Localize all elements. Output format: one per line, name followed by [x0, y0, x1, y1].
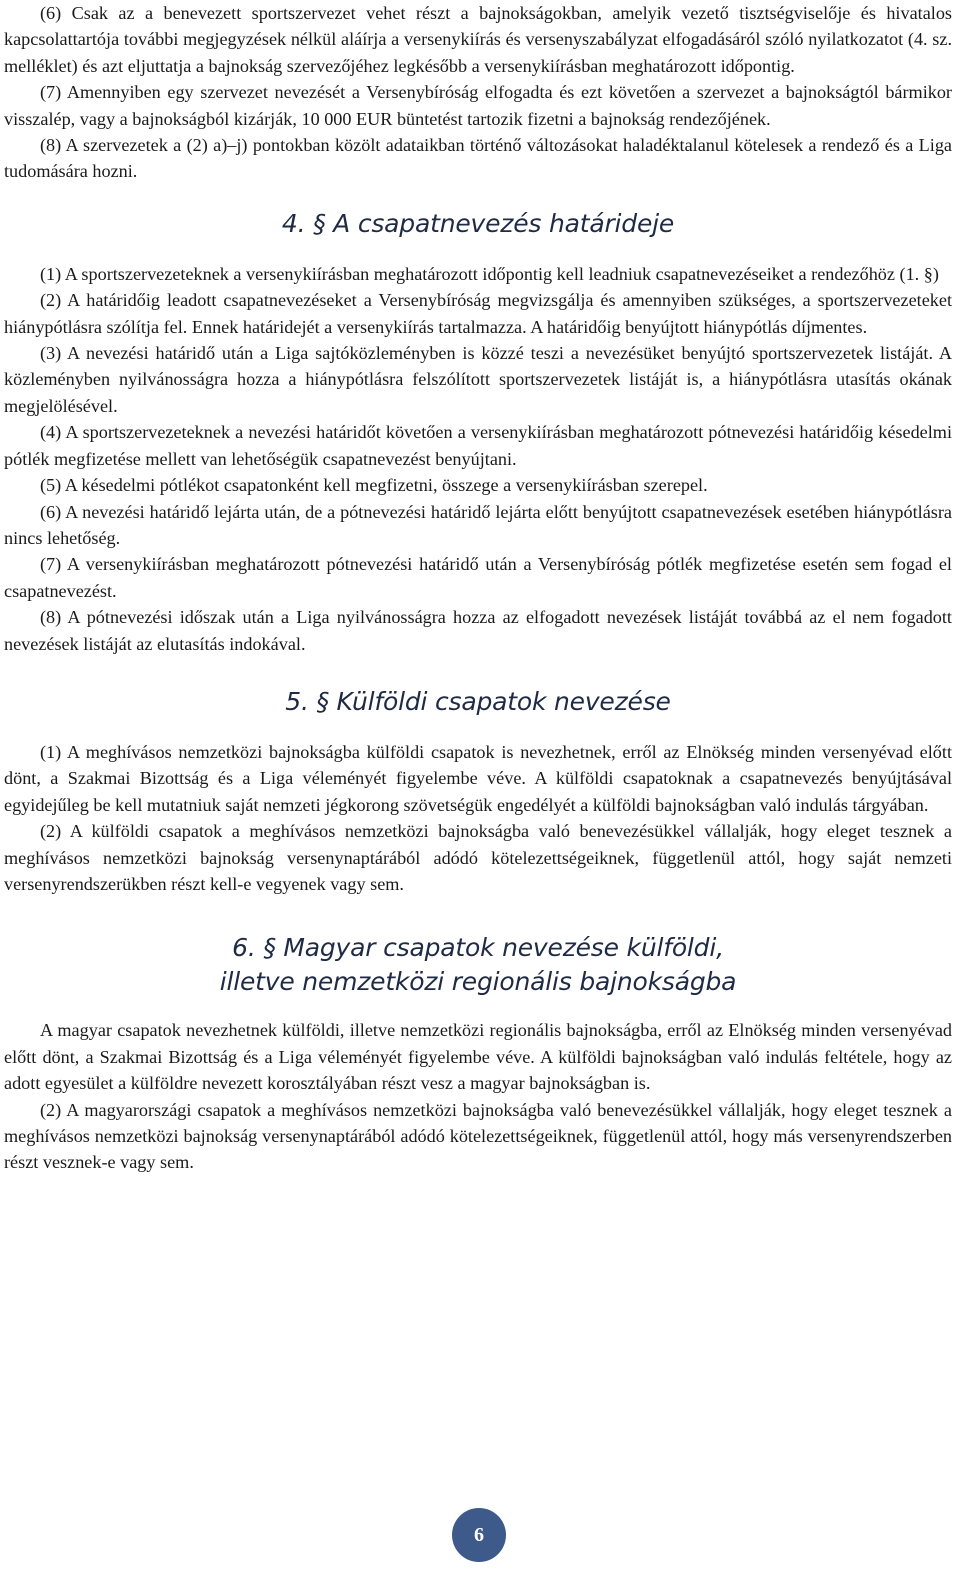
section-6-paragraph-1: A magyar csapatok nevezhetnek külföldi, illetve nemzetközi regionális bajnokságba, erről az Elnökség minden versenyévad előtt dönt, a Szakmai Bizottság és a Liga véleményét figyelembe véve. A külföldi bajnokságban való indulás feltétele, hogy az adott egyesület a külföldre nevezett korosztályában részt vesz a magyar bajnokságban is.	[4, 1020, 952, 1094]
section-4-paragraph-6: (6) A nevezési határidő lejárta után, de a pótnevezési határidő lejárta előtt benyújtott csapatnevezések esetében hiánypótlásra nincs lehetőség.	[4, 501, 952, 548]
section-4-heading: 4. § A csapatnevezés határideje	[281, 208, 675, 238]
section-4-paragraph-2: (2) A határidőig leadott csapatnevezéseket a Versenybíróság megvizsgálja és amennyiben szükséges, a sportszervezeteket hiánypótlásra szólítja fel. Ennek határidejét a versenykiírás tartalmazza. A határidőig benyújtott hiánypótlás díjmentes.	[4, 290, 952, 337]
section-4-paragraph-4: (4) A sportszervezeteknek a nevezési határidőt követően a versenykiírásban meghatározott pótnevezési határidőig késedelmi pótlék megfizetése mellett van lehetőségük csapatnevezést benyújtani.	[4, 422, 952, 469]
section-4-paragraph-1: (1) A sportszervezeteknek a versenykiírásban meghatározott időpontig kell leadniuk csapatnevezéseiket a rendezőhöz (1. §)	[40, 263, 939, 284]
paragraph-intro-6: (6) Csak az a benevezett sportszervezet vehet részt a bajnokságokban, amelyik vezető tisztségviselője és hivatalos kapcsolattartója további megjegyzések nélkül aláírja a versenykiírás és versenyszabályzat elfogadásáról szóló nyilatkozatot (4. sz. melléklet) és azt eljuttatja a bajnokság szervezőjéhez legkésőbb a versenykiírásban meghatározott időpontig.	[4, 3, 952, 76]
section-4-paragraph-3: (3) A nevezési határidő után a Liga sajtóközleményben is közzé teszi a nevezésüket benyújtó sportszervezetek listáját. A közleményben nyilvánosságra hozza a hiánypótlásra felszólított sportszervezetek listáját is, a hiánypótlásra utasítás okának megjelölésével.	[4, 343, 952, 416]
section-6-heading-line-1: 6. § Magyar csapatok nevezése külföldi,	[232, 933, 724, 963]
section-5-heading: 5. § Külföldi csapatok nevezése	[285, 686, 671, 716]
section-4-paragraph-8: (8) A pótnevezési időszak után a Liga nyilvánosságra hozza az elfogadott nevezések listáját továbbá az el nem fogadott nevezések listáját az elutasítás indokával.	[4, 607, 952, 654]
section-6-heading-line-2: illetve nemzetközi regionális bajnokságba	[219, 967, 737, 997]
section-6-paragraph-2: (2) A magyarországi csapatok a meghívásos nemzetközi bajnokságba való benevezésükkel vállalják, hogy eleget tesznek a meghívásos nemzetközi bajnokság versenynaptárából adódó kötelezettségeiknek, függetlenül attól, hogy más versenyrendszerben részt vesznek-e vagy sem.	[4, 1099, 952, 1173]
section-5-paragraph-1: (1) A meghívásos nemzetközi bajnokságba külföldi csapatok is nevezhetnek, erről az Elnökség minden versenyévad előtt dönt, a Szakmai Bizottság és a Liga véleményét figyelembe véve. A külföldi csapatoknak a csapatnevezés benyújtásával egyidejűleg be kell mutatniuk saját nemzeti jégkorong szövetségük engedélyét a külföldi bajnokságban való indulás tárgyában.	[4, 741, 952, 815]
section-6-heading	[4, 931, 952, 999]
section-4-paragraph-5: (5) A késedelmi pótlékot csapatonként kell megfizetni, összege a versenykiírásban szerepel.	[40, 475, 708, 496]
paragraph-intro-7: (7) Amennyiben egy szervezet nevezését a Versenybíróság elfogadta és ezt követően a szervezet a bajnokságtól bármikor visszalép, vagy a bajnokságból kizárják, 10 000 EUR büntetést tartozik fizetni a bajnokság rendezőjének.	[4, 82, 952, 129]
page-number-badge: 6	[452, 1508, 506, 1562]
paragraph-intro-8: (8) A szervezetek a (2) a)‒j) pontokban közölt adataikban történő változásokat haladéktalanul kötelesek a rendező és a Liga tudomására hozni.	[4, 135, 952, 182]
section-5-paragraph-2: (2) A külföldi csapatok a meghívásos nemzetközi bajnokságba való benevezésükkel vállalják, hogy eleget tesznek a meghívásos nemzetközi bajnokság versenynaptárából adódó kötelezettségeiknek, függetlenül attól, hogy saját nemzeti versenyrendszerükben részt kell-e vegyenek vagy sem.	[4, 821, 952, 894]
document-page	[4, 0, 952, 1176]
section-4-paragraph-7: (7) A versenykiírásban meghatározott pótnevezési határidő után a Versenybíróság pótlék megfizetése esetén sem fogad el csapatnevezést.	[4, 554, 952, 601]
